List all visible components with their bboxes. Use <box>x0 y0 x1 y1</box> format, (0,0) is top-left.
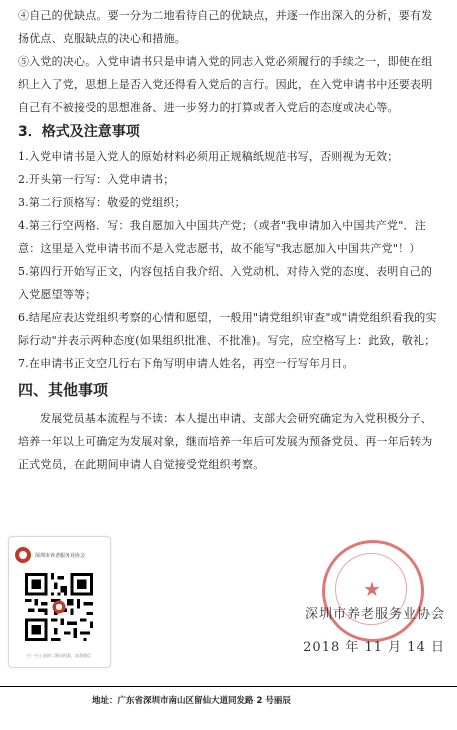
format-item-6: 6.结尾应表达党组织考察的心情和愿望，一般用"请党组织审查"或"请党组织看我的实际行动"并表示两种态度(如果组织批准、不批准)。写完，应空格写上：此致，敬礼； <box>18 311 437 347</box>
format-item-2: 2.开头第一行写：入党申请书； <box>18 173 175 186</box>
signature-date: 2018 年 11 月 14 日 <box>303 640 445 655</box>
point-4-paragraph: ④自己的优缺点。要一分为二地看待自己的优缺点，并逐一作出深入的分析，要有发扬优点、克服缺点的决心和措施。 <box>18 9 433 45</box>
section-4-paragraph: 发展党员基本流程与不读：本人提出申请、支部大会研究确定为入党积极分子、培养一年以上可确定为发展对象，继而培养一年后可发展为预备党员、再一年后转为正式党员，在此期间申请人自觉接受党组织考察。 <box>18 412 433 471</box>
star-icon: ★ <box>363 577 381 601</box>
association-logo-icon <box>15 547 31 563</box>
document-body <box>18 4 443 476</box>
section-4-heading: 四、其他事项 <box>18 381 109 399</box>
footer-divider <box>0 686 457 687</box>
qr-code-icon[interactable] <box>25 573 93 641</box>
signature-organization: 深圳市养老服务业协会 <box>304 607 445 622</box>
qr-card-caption: 扫一扫上面的二维码图案，加我微信 <box>27 653 91 658</box>
point-5-paragraph: ⑤入党的决心。入党申请书只是申请入党的同志入党必须履行的手续之一，即使在组织上入了党，思想上是否入党还得看入党后的言行。因此，在入党申请书中还要表明自己有不被接受的思想准备、进一步努力的打算或者入党后的态度或决心等。 <box>18 55 433 114</box>
footer-address: 地址：广东省深圳市南山区留仙大道同发路 2 号丽辰 <box>92 696 291 706</box>
qr-card-header <box>15 547 85 563</box>
qr-card-title: 深圳市养老服务业协会 <box>35 552 86 559</box>
format-item-5: 5.第四行开始写正文，内容包括自我介绍、入党动机、对待入党的态度、表明自己的入党愿望等等； <box>18 265 433 301</box>
qr-code-card <box>8 536 111 668</box>
format-item-1: 1.入党申请书是入党人的原始材料必须用正规稿纸规范书写，否则视为无效； <box>18 150 399 163</box>
association-seal <box>322 540 424 642</box>
section-3-heading: 3．格式及注意事项 <box>18 124 140 140</box>
format-item-4: 4.第三行空两格．写：我自愿加入中国共产党；（或者"我申请加入中国共产党"．注意：这里是入党申请书而不是入党志愿书，故不能写"我志愿加入中国共产党"！） <box>18 219 426 255</box>
format-item-7: 7.在申请书正文空几行右下角写明申请人姓名，再空一行写年月日。 <box>18 357 354 370</box>
format-item-3: 3.第二行顶格写：敬爱的党组织； <box>18 196 186 209</box>
